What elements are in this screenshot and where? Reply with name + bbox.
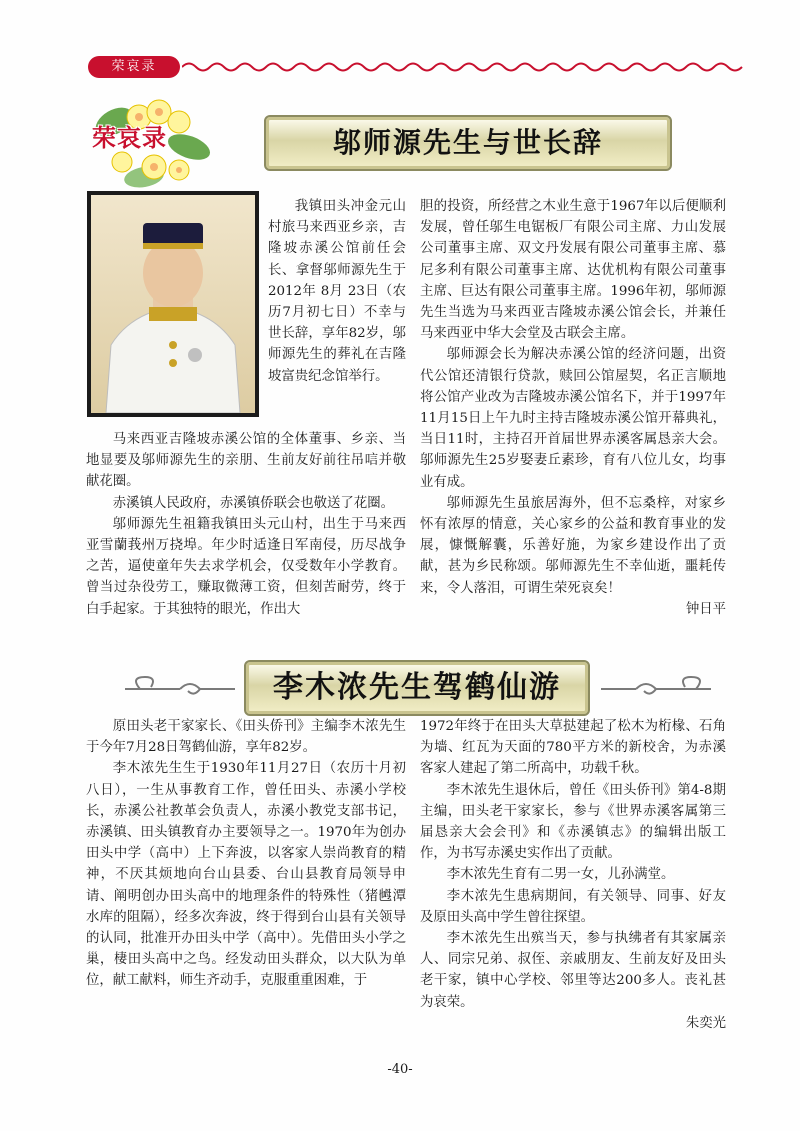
portrait-photo	[87, 191, 259, 417]
article2-paragraph: 原田头老干家家长、《田头侨刊》主编李木浓先生于今年7月28日驾鹤仙游，享年82岁。	[86, 719, 406, 756]
article1-column-right	[420, 196, 726, 620]
article1-paragraph: 马来西亚吉隆坡赤溪公馆的全体董事、乡亲、当地显要及邬师源先生的亲朋、生前友好前往吊唁并敬献花圈。	[86, 432, 406, 490]
article2-paragraph: 李木浓先生退休后，曾任《田头侨刊》第4-8期主编，田头老干家家长，参与《世界赤溪客属第三届恳亲大会会刊》和《赤溪镇志》的编辑出版工作，为书写赤溪史实作出了贡献。	[420, 782, 726, 862]
article2-paragraph: 李木浓先生生于1930年11月27日（农历十月初八日），一生从事教育工作，曾任田头、赤溪小学校长，赤溪公社教革会负责人，赤溪小教党支部书记，赤溪镇、田头镇教育办主要领导之一。1970年为创办田头中学（高中）上下奔波，以客家人崇尚教育的精神，不厌其烦地向台山县委、台山县教育局领导申请、阐明创办田头高中的地理条件的特殊性（猪乸潭水库的阻隔），经多次奔波，终于得到台山县有关领导的认同，批准开办田头中学（高中）。先借田头小学之巢，棲田头高中之鸟。经发动田头群众，以大队为单位，献工献料，师生齐动手，克服重重困难，于	[86, 761, 406, 989]
page-number: -40-	[387, 1062, 413, 1077]
article1-author: 钟日平	[685, 601, 726, 617]
portrait-figure	[91, 195, 255, 413]
article1-column-left	[86, 429, 406, 620]
article1-paragraph: 邬师源先生祖籍我镇田头元山村，出生于马来西亚雪蘭莪州万挠埠。年少时适逢日军南侵，历尽战争之苦，逼使童年失去求学机会，仅受数年小学教育。曾当过杂役劳工，赚取微薄工资，但刻苦耐劳，终于白手起家。于其独特的眼光，作出大	[86, 516, 406, 617]
article1-paragraph: 胆的投资，所经营之木业生意于1967年以后便顺利发展，曾任邬生电锯板厂有限公司主席、力山发展公司董事主席、双文丹发展有限公司董事主席、慕尼多利有限公司董事主席、达优机构有限公司董事主席、巨达有限公司董事主席。1996年初，邬师源先生当选为马来西亚吉隆坡赤溪公馆会长，并兼任马来西亚中华大会堂及古联会主席。	[420, 199, 726, 342]
article2-paragraph: 李木浓先生患病期间，有关领导、同事、好友及原田头高中学生曾往探望。	[420, 888, 726, 925]
article1-intro-paragraph: 我镇田头冲金元山村旅马来西亚乡亲，吉隆坡赤溪公馆前任会长、拿督邬师源先生于2012年 8月 23日（农历7月初七日）不幸与世长辞，享年82岁，邬师源先生的葬礼在吉隆坡富贵纪念馆举行。	[268, 199, 406, 384]
article2-paragraph: 李木浓先生育有二男一女，儿孙满堂。	[446, 867, 675, 883]
article1-intro	[268, 196, 406, 387]
section-tag: 荣哀录	[88, 56, 180, 78]
article2-title: 李木浓先生驾鹤仙游	[244, 660, 590, 716]
article1-paragraph: 邬师源会长为解决赤溪公馆的经济问题，出资代公馆还清银行贷款，赎回公馆屋契，名正言顺地将公馆产业改为吉隆坡赤溪公馆名下，并于1997年11月15日上午九时主持吉隆坡赤溪公馆开幕典礼，当日11时，主持召开首届世界赤溪客属恳亲大会。邬师源先生25岁娶妻丘素珍，育有八位儿女，均事业有成。	[420, 347, 726, 490]
article2-column-right	[420, 716, 726, 1034]
wavy-divider	[182, 60, 747, 74]
article1-title: 邬师源先生与世长辞	[264, 115, 672, 171]
article1-paragraph: 赤溪镇人民政府，赤溪镇侨联会也敬送了花圈。	[112, 495, 394, 511]
article2-paragraph: 1972年终于在田头大草挞建起了松木为桁椽、石角为墙、红瓦为天面的780平方米的新校舍，为赤溪客家人建起了第二所高中，功载千秋。	[420, 719, 726, 777]
cloud-ornament-left	[120, 674, 240, 704]
flower-label: 荣哀录	[92, 124, 167, 152]
article1-paragraph: 邬师源先生虽旅居海外，但不忘桑梓，对家乡怀有浓厚的情意，关心家乡的公益和教育事业的发展，慷慨解囊，乐善好施，为家乡建设作出了贡献，甚为乡民称颂。邬师源先生不幸仙逝，噩耗传来，令人落泪，可谓生荣死哀矣！	[420, 495, 726, 596]
article2-column-left	[86, 716, 406, 992]
article2-paragraph: 李木浓先生出殡当天，参与执绋者有其家属亲人、同宗兄弟、叔侄、亲戚朋友、生前友好及田头老干家，镇中心学校、邻里等达200多人。丧礼甚为哀荣。	[420, 931, 726, 1010]
cloud-ornament-right	[596, 674, 716, 704]
article2-author: 朱奕光	[685, 1015, 726, 1031]
